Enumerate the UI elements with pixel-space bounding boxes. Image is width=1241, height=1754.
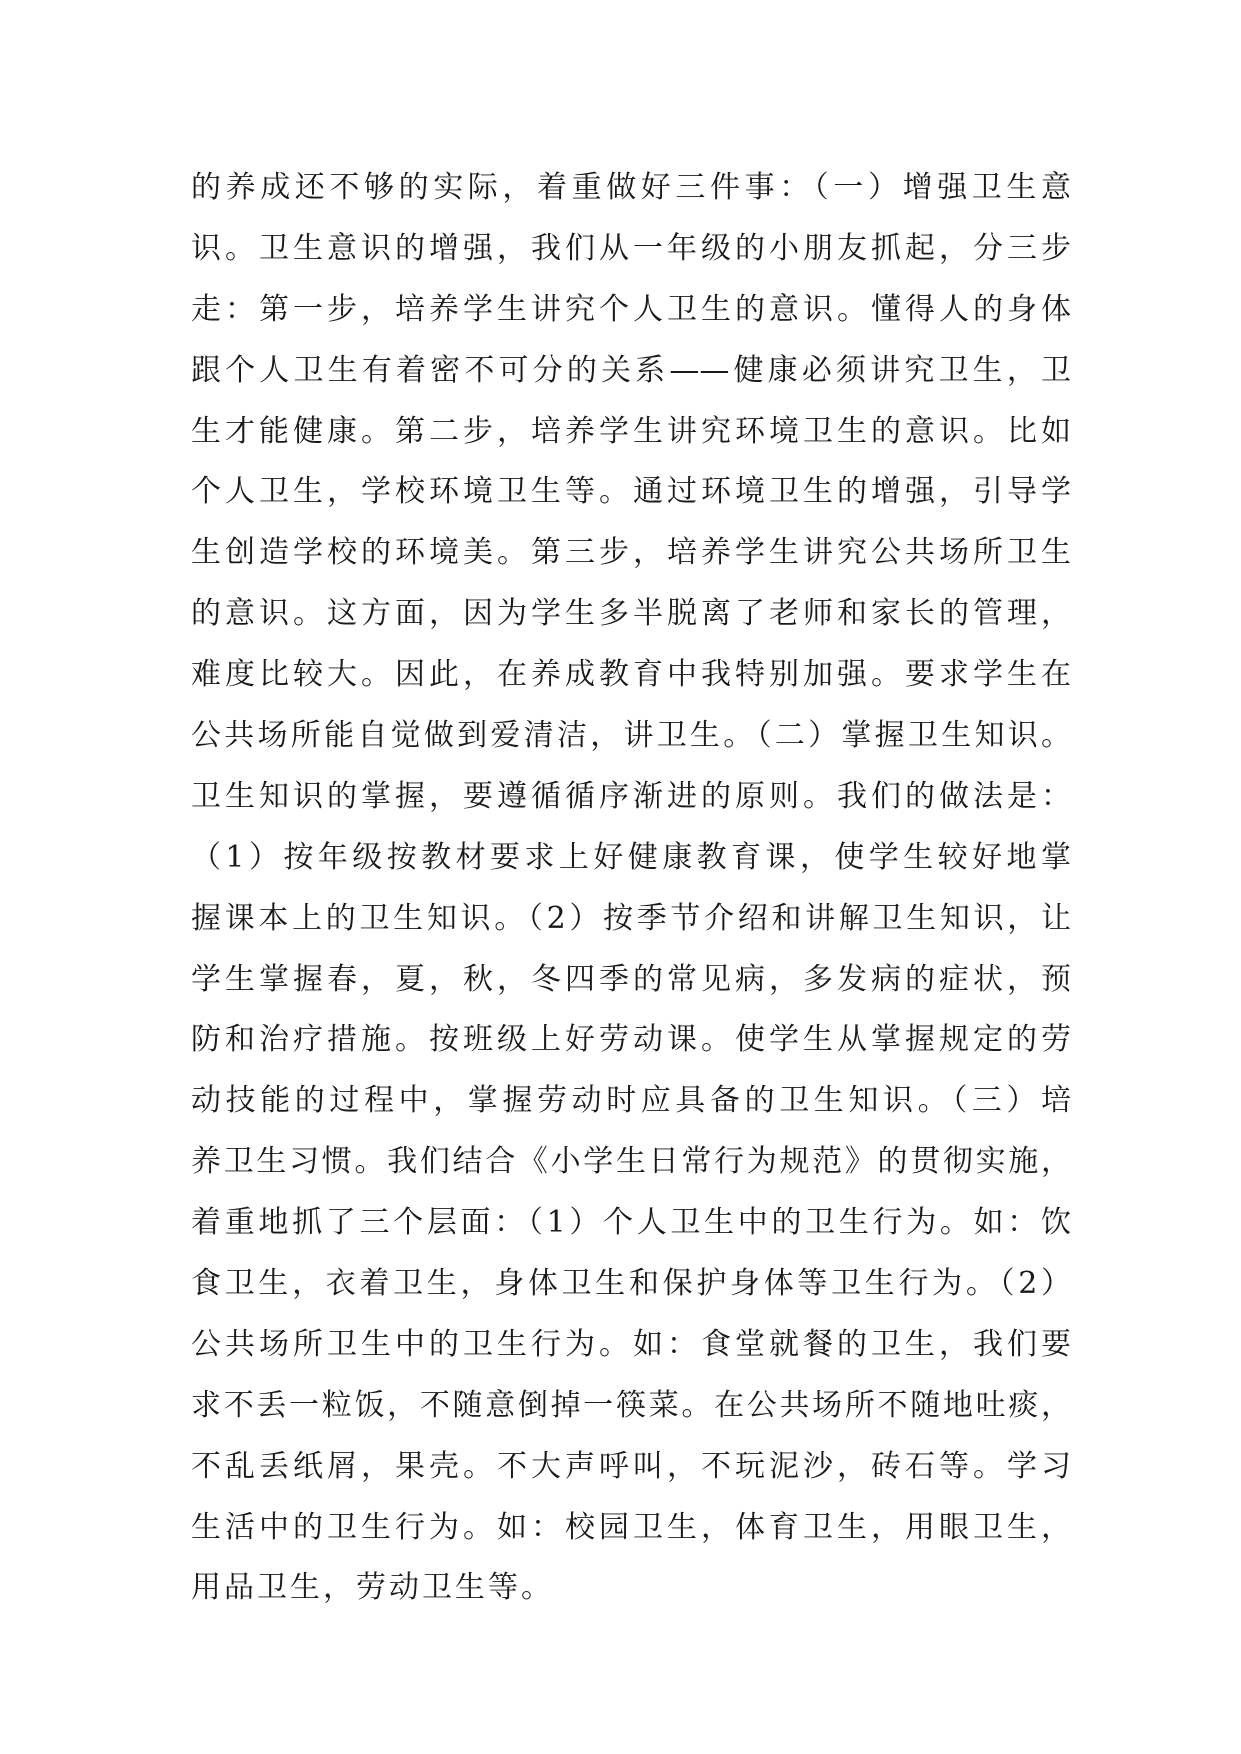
text-line: 跟个人卫生有着密不可分的关系——健康必须讲究卫生，卫	[191, 352, 1071, 388]
text-line: 走：第一步，培养学生讲究个人卫生的意识。懂得人的身体	[191, 291, 1071, 327]
text-line: 动技能的过程中，掌握劳动时应具备的卫生知识。（三）培	[191, 1083, 1071, 1119]
text-line: 养卫生习惯。我们结合《小学生日常行为规范》的贯彻实施，	[191, 1144, 1071, 1180]
text-line: 个人卫生，学校环境卫生等。通过环境卫生的增强，引导学	[191, 474, 1071, 510]
text-line: 防和治疗措施。按班级上好劳动课。使学生从掌握规定的劳	[191, 1022, 1071, 1058]
text-line: 学生掌握春，夏，秋，冬四季的常见病，多发病的症状，预	[191, 961, 1071, 997]
text-line: 着重地抓了三个层面：（1）个人卫生中的卫生行为。如：饮	[191, 1205, 1071, 1241]
text-line-last: 用品卫生，劳动卫生等。	[191, 1570, 554, 1606]
text-line: （1）按年级按教材要求上好健康教育课，使学生较好地掌	[191, 839, 1071, 875]
text-line: 公共场所卫生中的卫生行为。如：食堂就餐的卫生，我们要	[191, 1326, 1071, 1362]
text-line: 的意识。这方面，因为学生多半脱离了老师和家长的管理，	[191, 596, 1071, 632]
text-line: 生才能健康。第二步，培养学生讲究环境卫生的意识。比如	[191, 413, 1071, 449]
text-line: 不乱丢纸屑，果壳。不大声呼叫，不玩泥沙，砖石等。学习	[191, 1448, 1071, 1484]
text-line: 公共场所能自觉做到爱清洁，讲卫生。（二）掌握卫生知识。	[191, 718, 1071, 754]
text-line: 识。卫生意识的增强，我们从一年级的小朋友抓起，分三步	[191, 230, 1071, 266]
text-line: 难度比较大。因此，在养成教育中我特别加强。要求学生在	[191, 657, 1071, 693]
text-line: 求不丢一粒饭，不随意倒掉一筷菜。在公共场所不随地吐痰，	[191, 1387, 1071, 1423]
text-line: 生活中的卫生行为。如：校园卫生，体育卫生，用眼卫生，	[191, 1509, 1071, 1545]
text-line: 的养成还不够的实际，着重做好三件事：（一）增强卫生意	[191, 170, 1071, 205]
text-line: 食卫生，衣着卫生，身体卫生和保护身体等卫生行为。（2）	[191, 1266, 1071, 1302]
body-text	[191, 158, 1071, 1619]
text-line: 卫生知识的掌握，要遵循循序渐进的原则。我们的做法是：	[191, 778, 1071, 814]
text-line: 握课本上的卫生知识。（2）按季节介绍和讲解卫生知识，让	[191, 900, 1071, 936]
text-line: 生创造学校的环境美。第三步，培养学生讲究公共场所卫生	[191, 535, 1071, 571]
